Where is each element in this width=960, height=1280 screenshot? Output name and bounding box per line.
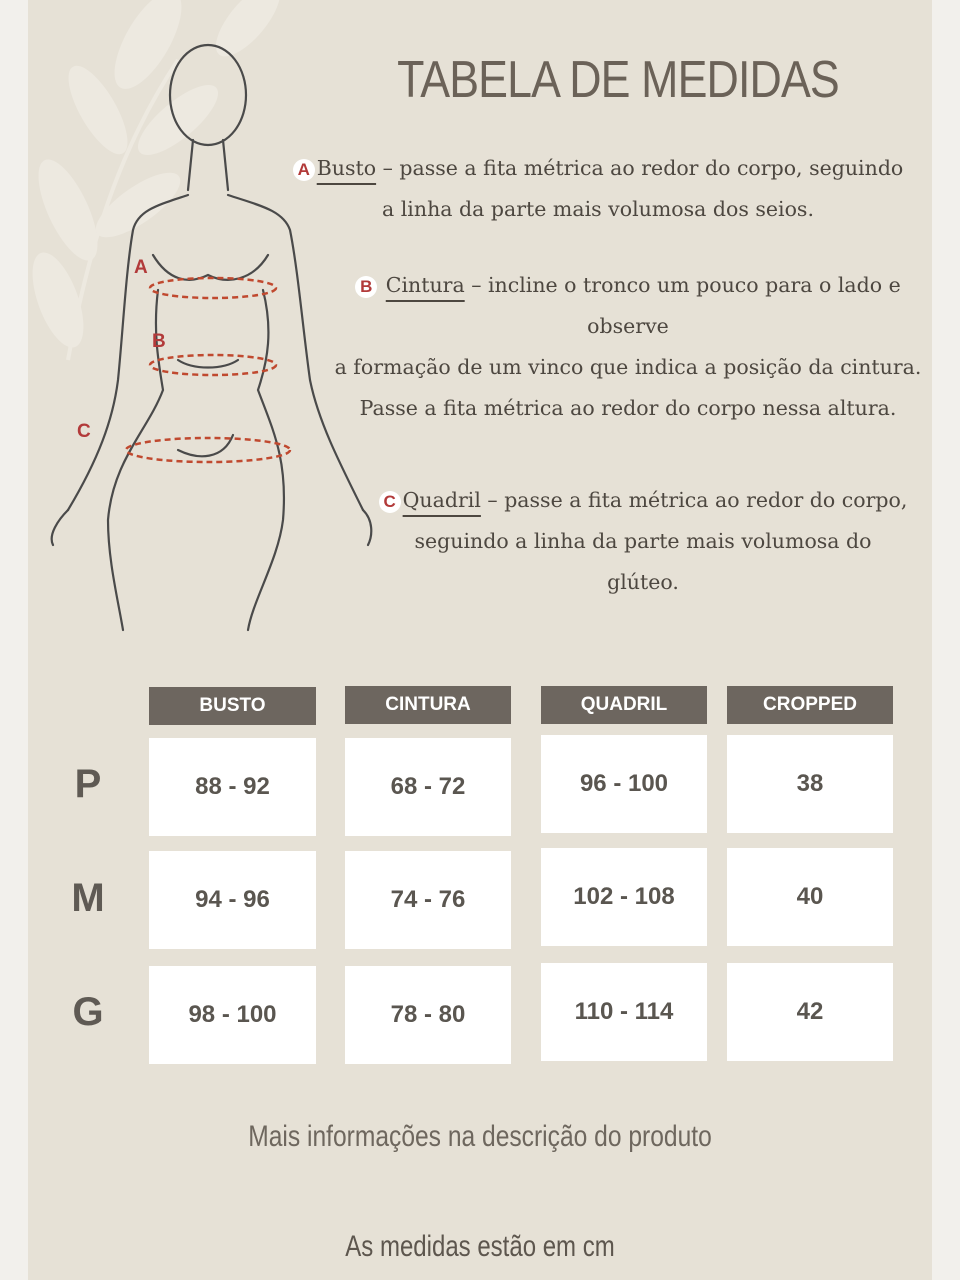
marker-c-badge: C <box>379 491 401 513</box>
instruction-quadril: C Quadril – passe a fita métrica ao redor do corpo, seguindo a linha da parte mais volumosa do glúteo. <box>358 480 928 603</box>
term-quadril: Quadril <box>402 488 481 512</box>
marker-b-badge: B <box>355 276 377 298</box>
term-cintura: Cintura <box>385 273 465 297</box>
cell-g-cintura: 78 - 80 <box>345 966 511 1064</box>
footer-info-text: Mais informações na descrição do produto <box>248 1120 712 1153</box>
size-label-p: P <box>74 762 102 806</box>
figure-marker-c: C <box>77 421 91 442</box>
cell-m-cintura: 74 - 76 <box>345 851 511 949</box>
cell-g-cropped: 42 <box>727 963 893 1061</box>
size-label-g: G <box>72 990 104 1034</box>
cell-m-cropped: 40 <box>727 848 893 946</box>
cell-p-quadril: 96 - 100 <box>541 735 707 833</box>
cell-m-quadril: 102 - 108 <box>541 848 707 946</box>
page-title: TABELA DE MEDIDAS <box>397 51 839 109</box>
footer-units-text: As medidas estão em cm <box>345 1230 615 1263</box>
instruction-cintura: B Cintura – incline o tronco um pouco para o lado e observe a formação de um vinco que indica a posição da cintura. Passe a fita métrica ao redor do corpo nessa altura. <box>334 273 922 420</box>
column-header-busto: BUSTO <box>149 687 316 725</box>
column-header-quadril: QUADRIL <box>541 686 707 724</box>
cell-g-quadril: 110 - 114 <box>541 963 707 1061</box>
cell-p-busto: 88 - 92 <box>149 738 316 836</box>
size-chart-page <box>28 0 932 1280</box>
marker-a-badge: A <box>293 159 315 181</box>
instruction-busto: A Busto – passe a fita métrica ao redor do corpo, seguindo a linha da parte mais volumosa dos seios. <box>278 148 918 230</box>
cell-g-busto: 98 - 100 <box>149 966 316 1064</box>
column-header-cintura: CINTURA <box>345 686 511 724</box>
figure-marker-a: A <box>134 257 148 278</box>
figure-marker-b: B <box>152 331 166 352</box>
cell-p-cropped: 38 <box>727 735 893 833</box>
column-header-cropped: CROPPED <box>727 686 893 724</box>
size-label-m: M <box>71 876 105 920</box>
cell-m-busto: 94 - 96 <box>149 851 316 949</box>
term-busto: Busto <box>316 156 377 180</box>
page-margin-left <box>0 0 28 1280</box>
page-margin-right <box>932 0 960 1280</box>
cell-p-cintura: 68 - 72 <box>345 738 511 836</box>
